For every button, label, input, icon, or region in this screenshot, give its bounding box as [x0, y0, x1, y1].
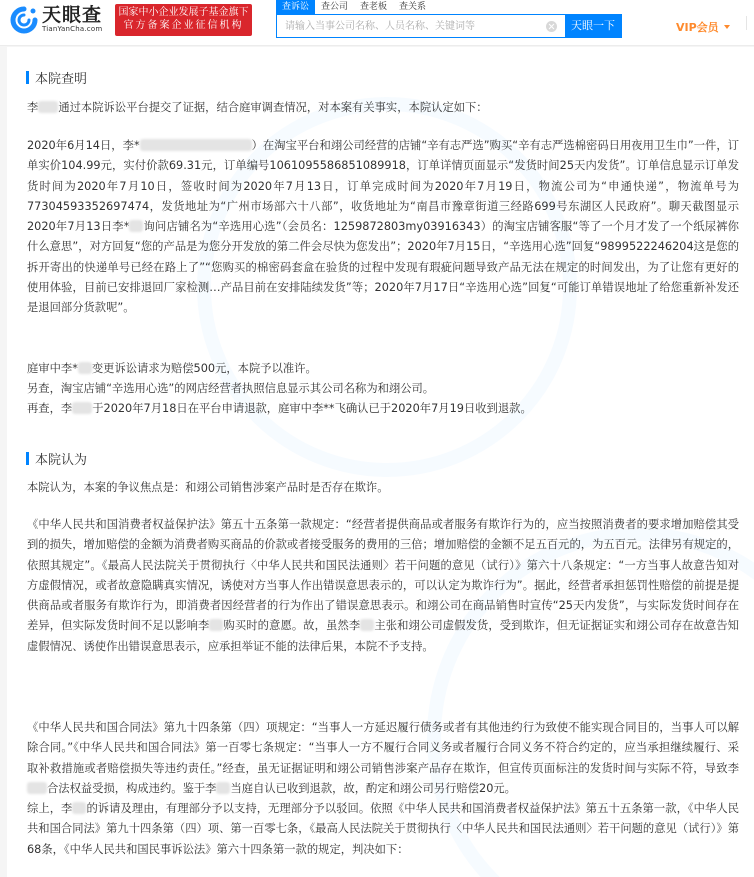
paragraph	[27, 515, 739, 657]
judgment-content	[7, 47, 754, 877]
text: 2020年6月14日，李*	[27, 139, 140, 152]
text: 再查，李	[27, 402, 73, 415]
vip-label: VIP会员	[676, 21, 719, 34]
text: 合法权益受损，构成违约。鉴于李	[47, 781, 217, 795]
official-badge	[115, 4, 252, 36]
divider	[746, 16, 747, 30]
tianyancha-logo[interactable]	[10, 5, 102, 34]
paragraph	[27, 359, 739, 379]
section-title-text: 本院认为	[35, 453, 88, 468]
paragraph	[27, 379, 739, 399]
redacted-name	[129, 220, 143, 232]
paragraph	[27, 98, 739, 118]
badge-line-2: 官方备案企业征信机构	[123, 20, 244, 31]
paragraph	[27, 399, 739, 419]
text: 的诉请及理由，有理部分予以支持，无理部分予以驳回。依照《中华人民共和国消费者权益保护法》第五十五条第一款，《中华人民共和国合同法》第九十四条第（四）项、第一百零七条，《最高人民法院关于贯彻执行〈中华人民共和国民法通则〉若干问题的意见（试行）》第68条，《中华人民共和国民事诉讼法》第六十四条第一款的规定，判决如下：	[27, 802, 739, 856]
logo-name: 天眼查	[42, 4, 103, 26]
text: 庭审中李*	[27, 362, 78, 375]
tab-company[interactable]: 查公司	[321, 2, 349, 12]
redacted-name	[78, 362, 92, 374]
text: ）在淘宝平台和翊公司经营的店铺“辛有志严选”购买“辛有志严选棉密码日用夜用卫生巾”一件，订单实价104.99元，实付价款69.31元，订单编号1061095586851089918，订单详情页面显示“发货时间25天内发货”。订单信息显示订单发货时间为2020年7月10日，签收时间为2020年7月13日，订单完成时间为2020年7月19日，物流公司为“申通快递”，物流单号为77304593352697474，发货地址为“广州市场部六十八部”，收货地址为“南昌市豫章街道三经路699号东湖区人民政府”。聊天截图显示2020年7月13日李*	[27, 139, 739, 234]
section-title-text: 本院查明	[35, 72, 88, 87]
section-title-opinion	[26, 449, 87, 468]
paragraph	[27, 799, 739, 860]
search-button[interactable]: 天眼一下	[565, 15, 621, 37]
search-area	[276, 0, 622, 38]
paragraph	[27, 136, 739, 319]
redacted-name	[140, 139, 252, 151]
search-tabs	[276, 0, 622, 14]
section-accent-bar	[26, 452, 29, 465]
paragraph	[27, 718, 739, 799]
clear-icon[interactable]	[546, 21, 557, 32]
redacted-name	[216, 782, 230, 794]
text: 综上，李	[27, 802, 73, 815]
search-input[interactable]	[277, 15, 546, 37]
text: 询问店铺名为“辛选用心选”（会员名：1259872803my03916343）的淘宝店铺客服“等了一个月才发了一个纸尿裤你什么意思”，对方回复“您的产品是为您分开发放的第二件会尽快为您发出”；2020年7月15日，“辛选用心选”回复“9899522246204这是您的拆开寄出的快递单号已经在路上了”“您购买的棉密码套盒在验货的过程中发现有瑕疵问题导致产品无法在规定的时间发出，为了让您有更好的使用体验，目前已安排退回厂家检测…产品目前在安排陆续发货”等；2020年7月17日“辛选用心选”回复“可能订单错误地址了给您重新补发还是退回部分货款呢”。	[27, 220, 739, 315]
redacted-name	[27, 782, 47, 794]
eye-logo-icon	[10, 6, 38, 34]
redacted-name	[209, 619, 223, 631]
text: 《中华人民共和国合同法》第九十四条第（四）项规定：“当事人一方延迟履行债务或者有其他违约行为致使不能实现合同目的，当事人可以解除合同。”《中华人民共和国合同法》第一百零七条规定：“当事人一方不履行合同义务或者履行合同义务不符合约定的，应当承担继续履行、采取补救措施或者赔偿损失等违约责任。”经查，虽无证据证明和翊公司销售涉案产品存在欺诈，但宣传页面标注的发货时间与实际不符，导致李	[27, 721, 739, 775]
redacted-name	[38, 101, 58, 113]
redacted-name	[72, 802, 86, 814]
text: 主张和翊公司虚假发货，受到欺诈，但无证据证实和翊公司存在故意告知虚假情况、诱使作出错误意思表示，应承担举证不能的法律后果，本院不予支持。	[27, 619, 739, 653]
vip-member-menu[interactable]	[676, 19, 730, 35]
paragraph	[27, 478, 739, 498]
caret-down-icon	[724, 25, 730, 29]
redacted-name	[360, 619, 374, 631]
text: 当庭自认已收到退款，故，酌定和翊公司另行赔偿20元。	[230, 781, 516, 795]
text: 通过本院诉讼平台提交了证据，结合庭审调查情况，对本案有关事实，本院认定如下：	[58, 101, 488, 114]
tab-litigation[interactable]: 查诉讼	[276, 0, 315, 14]
text: 本院认为，本案的争议焦点是：和翊公司销售涉案产品时是否存在欺诈。	[27, 481, 389, 494]
section-title-finding	[26, 68, 87, 87]
tab-boss[interactable]: 查老板	[360, 2, 388, 12]
search-box	[276, 14, 622, 38]
tab-relation[interactable]: 查关系	[399, 2, 427, 12]
site-header	[0, 0, 754, 46]
text: 李	[27, 101, 39, 114]
text: 于2020年7月18日在平台申请退款，庭审中李**飞确认已于2020年7月19日收到退款。	[92, 402, 532, 415]
redacted-name	[72, 402, 92, 414]
text: 变更诉讼请求为赔偿500元，本院予以准许。	[91, 362, 317, 375]
badge-line-1: 国家中小企业发展子基金旗下	[118, 7, 249, 18]
section-accent-bar	[26, 71, 29, 84]
logo-domain: TianYanCha.com	[42, 25, 103, 33]
text: 《中华人民共和国消费者权益保护法》第五十五条第一款规定：“经营者提供商品或者服务有欺诈行为的，应当按照消费者的要求增加赔偿其受到的损失，增加赔偿的金额为消费者购买商品的价款或者接受服务的费用的三倍；增加赔偿的金额不足五百元的，为五百元。法律另有规定的，依照其规定”。《最高人民法院关于贯彻执行〈中华人民共和国民法通则〉若干问题的意见（试行）》第六十八条规定：“一方当事人故意告知对方虚假情况，或者故意隐瞒真实情况，诱使对方当事人作出错误意思表示的，可以认定为欺诈行为”。据此，经营者承担惩罚性赔偿的前提是提供商品或者服务有欺诈行为，即消费者因经营者的行为作出了错误意思表示。和翊公司在商品销售时宣传“25天内发货”，与实际发货时间存在差异，但实际发货时间不足以影响李	[27, 518, 739, 633]
text: 另查，淘宝店铺“辛选用心选”的网店经营者执照信息显示其公司名称为和翊公司。	[27, 382, 435, 395]
text: 购买时的意愿。故，虽然李	[223, 619, 361, 633]
